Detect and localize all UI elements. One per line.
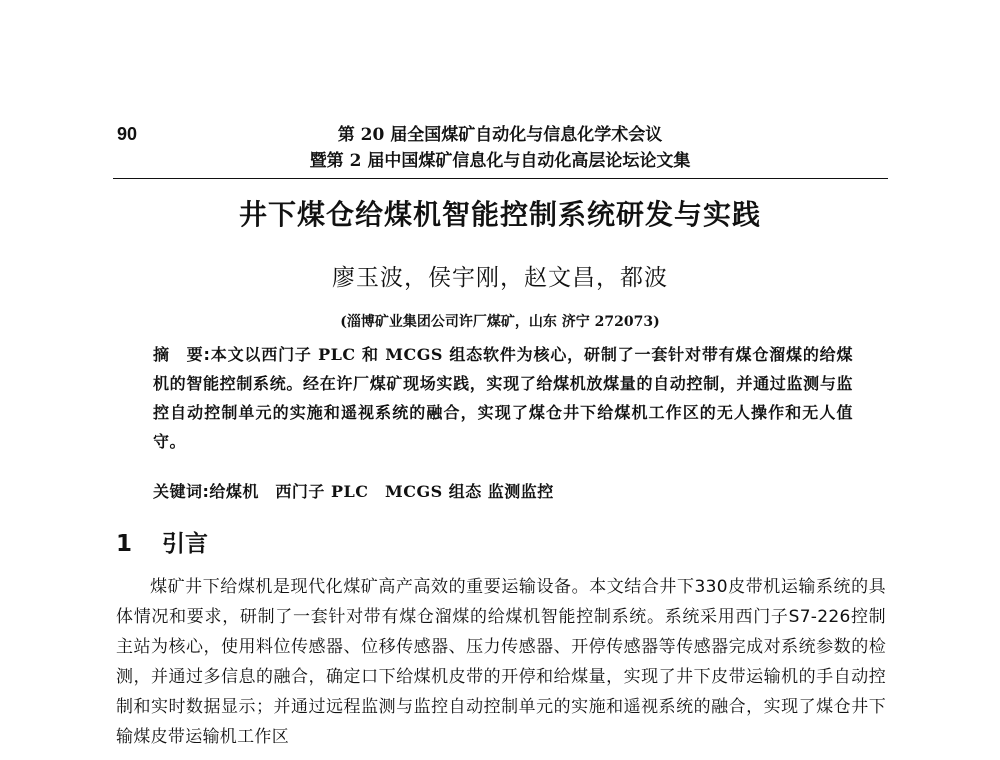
header-rule — [113, 178, 888, 179]
abstract-label: 摘 要: — [153, 345, 211, 364]
header-line-2: 暨第 2 届中国煤矿信息化与自动化高层论坛论文集 — [309, 151, 691, 171]
keywords-text: 给煤机 西门子 PLC MCGS 组态 监测监控 — [209, 482, 554, 501]
authors: 廖玉波，侯宇刚，赵文昌，都波 — [332, 265, 668, 291]
body-paragraph: 煤矿井下给煤机是现代化煤矿高产高效的重要运输设备。本文结合井下330皮带机运输系统的具体情况和要求，研制了一套针对带有煤仓溜煤的给煤机智能控制系统。系统采用西门子S7-226控制主站为核心，使用料位传感器、位移传感器、压力传感器、开停传感器等传感器完成对系统参数的检测，并通过多信息的融合，确定口下给煤机皮带的开停和给煤量，实现了井下皮带运输机的手自动控制和实时数据显示；并通过远程监测与监控自动控制单元的实施和遥视系统的融合，实现了煤仓井下输煤皮带运输机工作区 — [116, 577, 886, 747]
paper-title: 井下煤仓给煤机智能控制系统研发与实践 — [238, 198, 761, 231]
page-number: 90 — [117, 124, 138, 144]
section-title: 引言 — [162, 531, 208, 557]
running-header — [150, 122, 850, 174]
section-number: 1 — [116, 531, 133, 557]
header-line-1: 第 20 届全国煤矿自动化与信息化学术会议 — [337, 125, 663, 145]
affiliation: (淄博矿业集团公司许厂煤矿，山东 济宁 272073) — [340, 314, 660, 330]
section-heading — [116, 525, 208, 558]
abstract — [153, 340, 853, 456]
abstract-text: 本文以西门子 PLC 和 MCGS 组态软件为核心，研制了一套针对带有煤仓溜煤的给煤机的智能控制系统。经在许厂煤矿现场实践，实现了给煤机放煤量的自动控制，并通过监测与监控自动控制单元的实施和遥视系统的融合，实现了煤仓井下给煤机工作区的无人操作和无人值守。 — [153, 345, 853, 451]
keywords-label: 关键词: — [153, 482, 210, 501]
keywords — [153, 480, 853, 504]
